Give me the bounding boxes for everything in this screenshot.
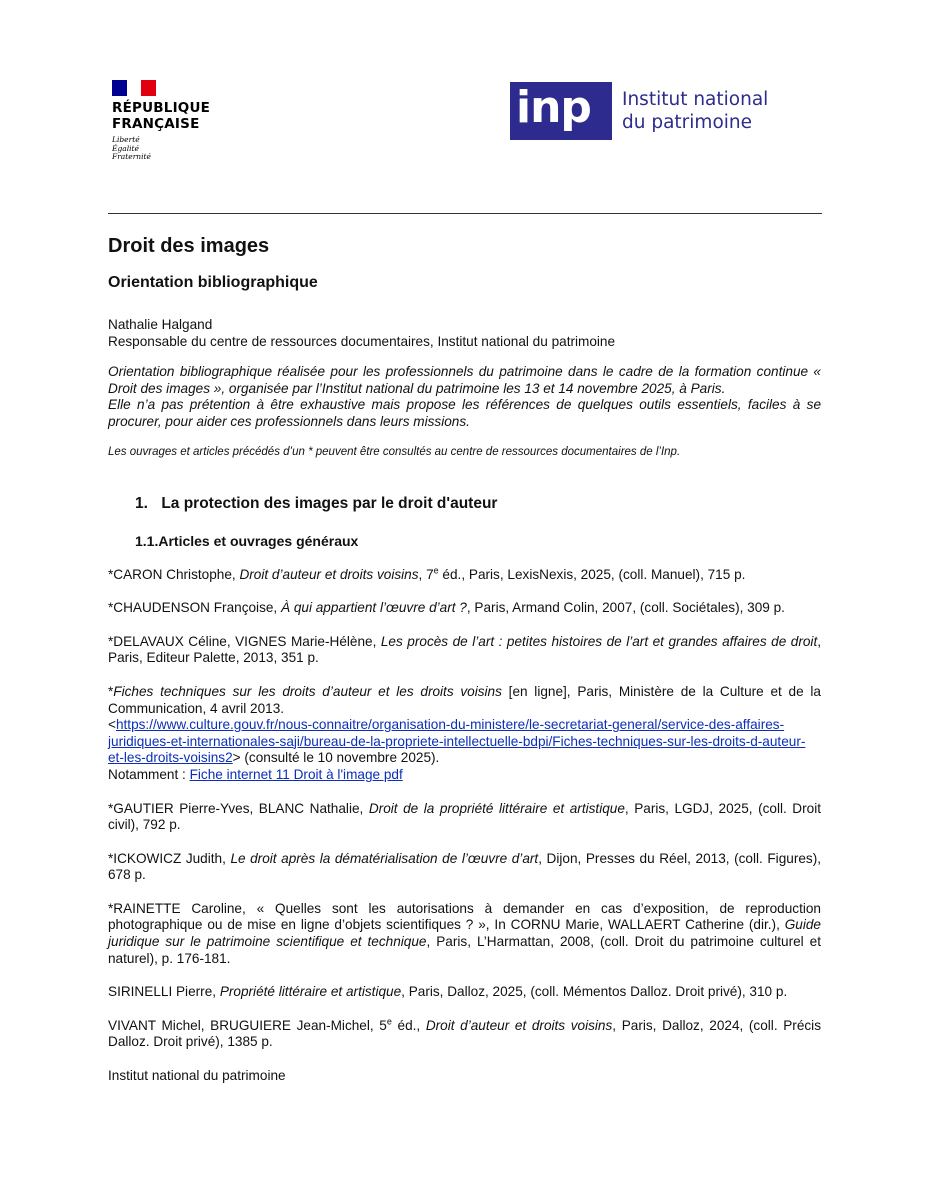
author-name: Nathalie Halgand (108, 317, 213, 332)
fiche-internet-link[interactable]: Fiche internet 11 Droit à l'image pdf (189, 766, 403, 782)
ref-details: , Paris, Editeur Palette, 2013, 351 p. (108, 633, 821, 666)
rf-motto (112, 136, 232, 162)
flag-white (127, 80, 142, 96)
culture-gouv-link[interactable]: https://www.culture.gouv.fr/nous-connaitre/organisation-du-ministere/le-secretariat-general/service-des-affaires-juridiques-et-internationales-saji/bureau-de-la-propriete-intellectuelle-bdpi/Fiches-techniques-sur-les-droits-d-auteur-et-les-droits-voisins2 (108, 717, 806, 766)
ref-star: * (108, 683, 114, 699)
ref-details: , Paris, Dalloz, 2025, (coll. Mémentos Dalloz. Droit privé), 310 p. (401, 984, 788, 1000)
ref-title: Propriété littéraire et artistique (219, 984, 402, 1000)
ref-consulted: > (consulté le 10 novembre 2025). (232, 750, 440, 766)
reference-item (108, 801, 821, 834)
author-block (108, 317, 821, 350)
inp-line1: Institut national (622, 89, 769, 110)
inp-logo-text (622, 88, 768, 134)
document-body (108, 232, 821, 1085)
reference-item (108, 567, 821, 584)
ref-details: , Paris, Armand Colin, 2007, (coll. Sociétales), 309 p. (466, 600, 785, 616)
ref-title: Le droit après la dématérialisation de l’œuvre d’art (230, 850, 539, 866)
intro (108, 364, 821, 430)
inp-line2: du patrimoine (622, 112, 753, 133)
ref-authors: *CHAUDENSON Françoise, (108, 600, 281, 616)
ref-details: , Paris, Dalloz, 2024, (coll. Précis Dalloz. Droit privé), 1385 p. (108, 1017, 822, 1050)
inp-logo-mark (510, 82, 612, 140)
reference-item (108, 684, 821, 767)
ref-details: [en ligne], Paris, Ministère de la Culture et de la Communication, 4 avril 2013. (108, 683, 821, 716)
ref-authors: *GAUTIER Pierre-Yves, BLANC Nathalie, (108, 800, 369, 816)
section-title: La protection des images par le droit d'auteur (161, 494, 498, 512)
rf-name (112, 100, 232, 132)
page-title: Droit des images (108, 235, 270, 257)
ref-details: éd., Paris, LexisNexis, 2025, (coll. Manuel), 715 p. (438, 566, 746, 582)
availability-note: Les ouvrages et articles précédés d’un * peuvent être consultés au centre de ressources documentaires de l’Inp. (108, 445, 681, 458)
ref-details: , Dijon, Presses du Réel, 2013, (coll. Figures), 678 p. (108, 850, 822, 883)
rf-name-line2: FRANÇAISE (112, 116, 200, 132)
rf-name-line1: RÉPUBLIQUE (112, 100, 211, 116)
ref-text: éd., (391, 1017, 426, 1033)
rf-motto-2: Égalité (112, 143, 139, 153)
ref-title: Droit de la propriété littéraire et artistique (368, 800, 625, 816)
ref-url-open: < (108, 717, 116, 733)
ref-text: , 7 (418, 566, 434, 582)
intro-paragraph-1: Orientation bibliographique réalisée pour les professionnels du patrimoine dans le cadre de la formation continue « Droit des images », organisée par l’Institut national du patrimoine les 13 et 14 novembre 2025, à Paris. (108, 364, 821, 396)
page-subtitle: Orientation bibliographique (108, 274, 318, 291)
ref-authors: *CARON Christophe, (108, 566, 240, 582)
ref-authors: VIVANT Michel, BRUGUIERE Jean-Michel, 5 (108, 1017, 387, 1033)
reference-item (108, 984, 821, 1001)
ref-title: Guide juridique sur le patrimoine scientifique et technique (108, 917, 821, 950)
inp-mark-text: inp (516, 82, 591, 133)
ref-title: Fiches techniques sur les droits d’auteur et les droits voisins (113, 683, 502, 699)
french-flag-icon (112, 80, 156, 96)
ref-title: Les procès de l’art : petites histoires de l’art et grandes affaires de droit (380, 633, 818, 649)
rf-motto-1: Liberté (112, 135, 140, 144)
ref-authors: *ICKOWICZ Judith, (108, 850, 231, 866)
author-role: Responsable du centre de ressources documentaires, Institut national du patrimoine (108, 333, 616, 349)
flag-blue (112, 80, 127, 96)
ref-title: Droit d’auteur et droits voisins (425, 1017, 613, 1033)
notamment-label: Notamment : (108, 766, 190, 782)
ref-title: Droit d’auteur et droits voisins (239, 566, 419, 582)
ref-title: À qui appartient l’œuvre d’art ? (280, 600, 467, 616)
ref-sup: e (386, 1016, 392, 1027)
ref-details: , Paris, L’Harmattan, 2008, (coll. Droit du patrimoine culturel et naturel), p. 176-181. (108, 934, 821, 966)
ref-authors: *DELAVAUX Céline, VIGNES Marie-Hélène, (108, 633, 381, 649)
rf-motto-3: Fraternité (112, 152, 151, 161)
reference-item (108, 600, 821, 617)
subsection-heading: 1.1.Articles et ouvrages généraux (135, 532, 359, 549)
intro-paragraph-2: Elle n’a pas prétention à être exhaustive mais propose les références de quelques outils essentiels, faciles à se procurer, pour aider ces professionnels dans leurs missions. (108, 397, 821, 429)
flag-red (141, 80, 156, 96)
reference-item (108, 634, 821, 667)
header-divider (108, 213, 822, 214)
section-heading (135, 494, 821, 514)
reference-notamment (108, 767, 821, 784)
page-footer: Institut national du patrimoine (108, 1068, 286, 1084)
reference-item (108, 901, 821, 967)
ref-authors: SIRINELLI Pierre, (108, 984, 220, 1000)
republique-francaise-logo (112, 80, 232, 162)
section-number: 1. (135, 494, 148, 512)
reference-item (108, 1018, 821, 1051)
reference-item (108, 851, 821, 884)
ref-details: , Paris, LGDJ, 2025, (coll. Droit civil), 792 p. (108, 800, 822, 833)
ref-sup: e (433, 565, 439, 576)
ref-authors: *RAINETTE Caroline, « Quelles sont les autorisations à demander en cas d’exposition, de reproduction photographique ou de mise en ligne d’objets scientifiques ? », In CORNU Marie, WALLAERT Catherine (dir.), (108, 900, 821, 933)
